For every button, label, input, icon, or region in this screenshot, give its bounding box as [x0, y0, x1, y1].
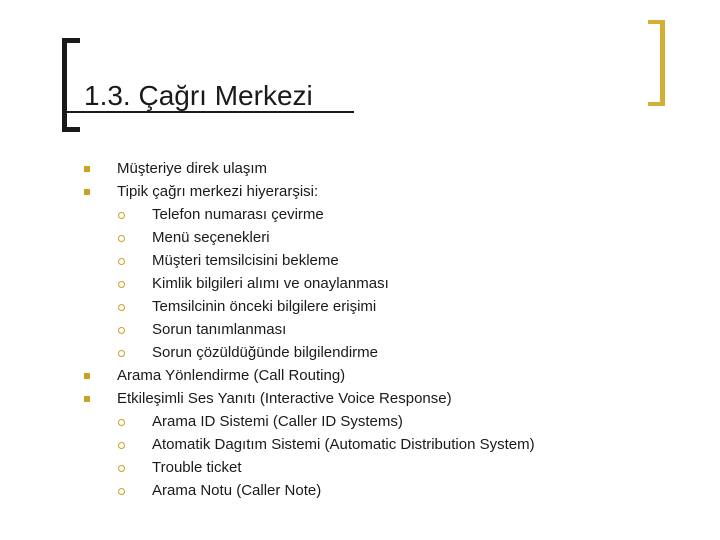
bullet-text: Arama Yönlendirme (Call Routing)	[117, 367, 346, 384]
circle-bullet-icon	[118, 465, 125, 472]
circle-bullet-icon	[118, 488, 125, 495]
circle-bullet-icon	[118, 281, 125, 288]
square-bullet-icon	[84, 396, 90, 402]
sub-bullet-text: Temsilcinin önceki bilgilere erişimi	[152, 298, 377, 315]
sub-bullet-text: Telefon numarası çevirme	[152, 206, 324, 223]
slide-title: 1.3. Çağrı Merkezi	[84, 80, 313, 111]
sub-bullet-text: Trouble ticket	[152, 459, 242, 476]
bullet-text: Müşteriye direk ulaşım	[117, 160, 268, 177]
sub-bullet-text: Menü seçenekleri	[152, 229, 270, 246]
circle-bullet-icon	[118, 419, 125, 426]
circle-bullet-icon	[118, 258, 125, 265]
sub-bullet-text: Sorun çözüldüğünde bilgilendirme	[152, 344, 378, 361]
sub-bullet-text: Arama ID Sistemi (Caller ID Systems)	[152, 413, 403, 430]
sub-bullet-text: Sorun tanımlanması	[152, 321, 287, 338]
sub-bullet-text: Kimlik bilgileri alımı ve onaylanması	[152, 275, 389, 292]
circle-bullet-icon	[118, 442, 125, 449]
circle-bullet-icon	[118, 350, 125, 357]
bullet-text: Tipik çağrı merkezi hiyerarşisi:	[117, 183, 319, 200]
sub-bullet-text: Arama Notu (Caller Note)	[152, 482, 322, 499]
circle-bullet-icon	[118, 304, 125, 311]
square-bullet-icon	[84, 166, 90, 172]
square-bullet-icon	[84, 373, 90, 379]
sub-bullet-text: Müşteri temsilcisini bekleme	[152, 252, 339, 269]
circle-bullet-icon	[118, 327, 125, 334]
square-bullet-icon	[84, 189, 90, 195]
sub-bullet-text: Atomatik Dagıtım Sistemi (Automatic Distribution System)	[152, 436, 535, 453]
circle-bullet-icon	[118, 212, 125, 219]
bullet-text: Etkileşimli Ses Yanıtı (Interactive Voice Response)	[117, 390, 452, 407]
circle-bullet-icon	[118, 235, 125, 242]
